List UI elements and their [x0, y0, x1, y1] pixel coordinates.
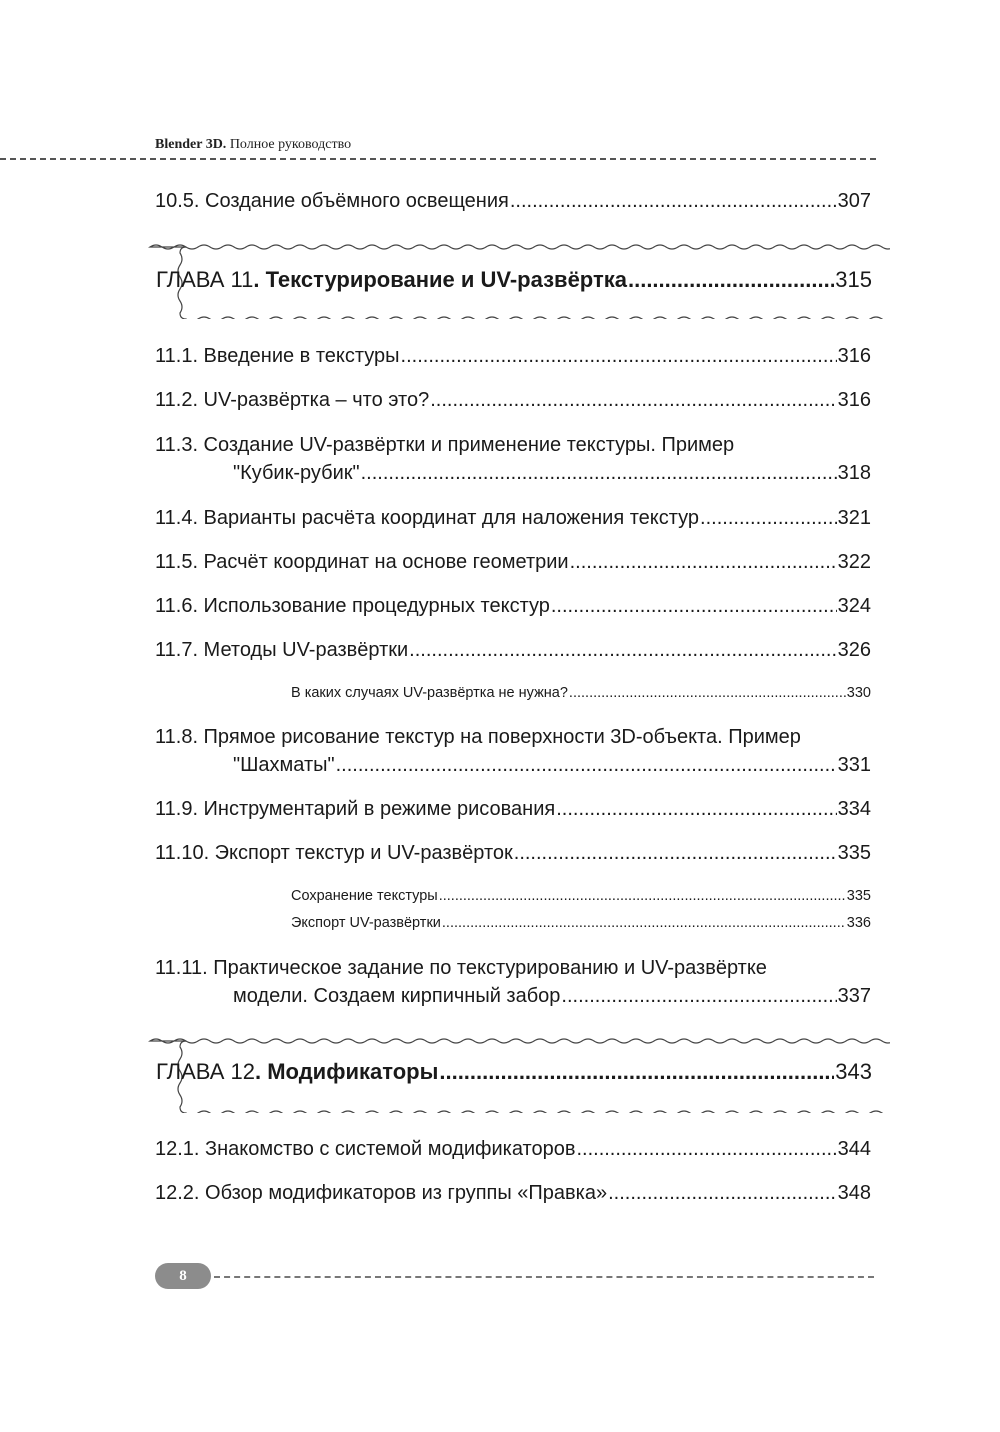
toc-entry[interactable]: [155, 723, 871, 779]
toc-entry-title: 12.1. Знакомство с системой модификаторов: [155, 1138, 576, 1160]
leader-dots: [510, 187, 837, 215]
leader-dots: [576, 1135, 836, 1163]
chapter-11-prefix: ГЛАВА 11: [156, 267, 254, 292]
chapter-12-frame: [138, 1035, 890, 1113]
toc-subentry[interactable]: [291, 912, 871, 934]
toc-entry-page: 324: [837, 595, 871, 617]
leader-dots: [700, 504, 837, 532]
toc-subentry-title: В каких случаях UV-развёртка не нужна?: [291, 685, 568, 701]
toc-subentry[interactable]: [291, 885, 871, 907]
toc-entry[interactable]: [155, 504, 871, 532]
toc-entry-page: 331: [837, 754, 871, 776]
toc-entry[interactable]: [155, 592, 871, 620]
toc-entry-title: 11.10. Экспорт текстур и UV-развёрток: [155, 842, 513, 864]
leader-dots: [569, 682, 846, 704]
toc-entry-page: 316: [837, 345, 871, 367]
leader-dots: [401, 342, 837, 370]
leader-dots: [439, 1057, 834, 1087]
running-header: [155, 137, 351, 153]
leader-dots: [551, 592, 837, 620]
toc-entry-title: 11.5. Расчёт координат на основе геометрии: [155, 551, 569, 573]
toc-entry-page: 318: [837, 462, 871, 484]
toc-entry[interactable]: [155, 342, 871, 370]
toc-entry[interactable]: [155, 548, 871, 576]
toc-entry-title-line2: "Шахматы": [233, 754, 335, 776]
leader-dots: [514, 839, 837, 867]
toc-entry-title-line1: 11.8. Прямое рисование текстур на поверхности 3D-объекта. Пример: [155, 726, 801, 748]
footer-divider: [214, 1276, 874, 1278]
leader-dots: [570, 548, 837, 576]
toc-entry[interactable]: [155, 386, 871, 414]
header-divider: [0, 158, 876, 160]
toc-subentry-title: Сохранение текстуры: [291, 888, 438, 904]
toc-entry[interactable]: [155, 795, 871, 823]
toc-entry-page: 337: [837, 985, 871, 1007]
toc-entry-title: 11.7. Методы UV-развёртки: [155, 639, 409, 661]
leader-dots: [439, 885, 846, 907]
toc-entry-title-line1: 11.11. Практическое задание по текстурированию и UV-развёртке: [155, 957, 767, 979]
toc-entry-page: 334: [837, 798, 871, 820]
toc-entry-title: 10.5. Создание объёмного освещения: [155, 190, 509, 212]
toc-entry-page: 348: [837, 1182, 871, 1204]
chapter-11-heading[interactable]: [156, 265, 872, 295]
toc-entry-page: 326: [837, 639, 871, 661]
book-subtitle: Полное руководство: [226, 137, 352, 152]
toc-entry-page: 335: [837, 842, 871, 864]
toc-entry-title-line2: "Кубик-рубик": [233, 462, 360, 484]
toc-entry-title: 11.1. Введение в текстуры: [155, 345, 400, 367]
leader-dots: [336, 751, 837, 779]
toc-entry[interactable]: [155, 431, 871, 487]
page-number-badge: 8: [155, 1263, 211, 1289]
toc-subentry-page: 335: [846, 888, 871, 904]
chapter-11-page: 315: [835, 267, 872, 292]
toc-entry-title: 11.6. Использование процедурных текстур: [155, 595, 550, 617]
leader-dots: [361, 459, 837, 487]
toc-entry[interactable]: [155, 839, 871, 867]
toc-entry-page: 307: [837, 190, 871, 212]
toc-entry-title-line1: 11.3. Создание UV-развёртки и применение текстуры. Пример: [155, 434, 735, 456]
toc-entry-page: 344: [837, 1138, 871, 1160]
leader-dots: [430, 386, 836, 414]
toc-subentry-page: 336: [846, 915, 871, 931]
toc-subentry-page: 330: [846, 685, 871, 701]
chapter-12-title: . Модификаторы: [255, 1059, 439, 1084]
toc-entry-title-line2: модели. Создаем кирпичный забор: [233, 985, 561, 1007]
leader-dots: [561, 982, 836, 1010]
chapter-11-frame: [138, 241, 890, 319]
toc-entry[interactable]: [155, 1179, 871, 1207]
toc-entry[interactable]: [155, 636, 871, 664]
toc-entry-title: 11.4. Варианты расчёта координат для наложения текстур: [155, 507, 700, 529]
toc-subentry-title: Экспорт UV-развёртки: [291, 915, 441, 931]
toc-entry-title: 12.2. Обзор модификаторов из группы «Правка»: [155, 1182, 608, 1204]
toc-subentry[interactable]: [291, 682, 871, 704]
leader-dots: [628, 265, 834, 295]
leader-dots: [409, 636, 836, 664]
leader-dots: [442, 912, 846, 934]
toc-entry[interactable]: [155, 954, 871, 1010]
chapter-12-prefix: ГЛАВА 12: [156, 1059, 255, 1084]
toc-entry-page: 316: [837, 389, 871, 411]
toc-entry-title: 11.2. UV-развёртка – что это?: [155, 389, 430, 411]
book-title: Blender 3D.: [155, 137, 227, 152]
toc-entry-page: 322: [837, 551, 871, 573]
chapter-12-page: 343: [835, 1059, 872, 1084]
toc-entry-page: 321: [837, 507, 871, 529]
toc-entry[interactable]: [155, 1135, 871, 1163]
toc-entry-title: 11.9. Инструментарий в режиме рисования: [155, 798, 556, 820]
leader-dots: [556, 795, 836, 823]
leader-dots: [608, 1179, 837, 1207]
chapter-11-title: . Текстурирование и UV-развёртка: [253, 267, 627, 292]
chapter-12-heading[interactable]: [156, 1057, 872, 1087]
toc-entry[interactable]: [155, 187, 871, 215]
